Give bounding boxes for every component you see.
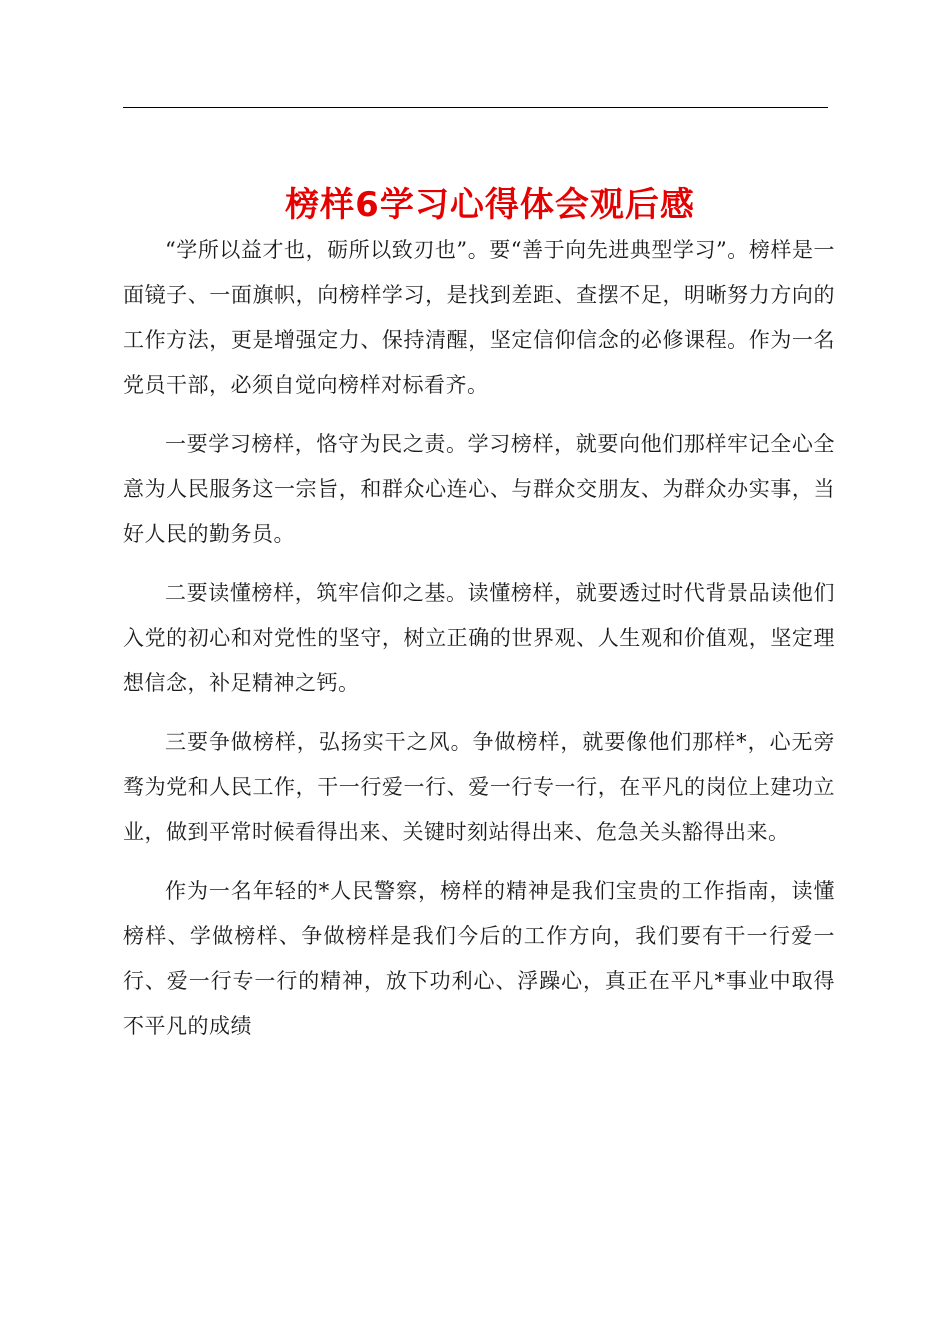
paragraph-strive: 三要争做榜样，弘扬实干之风。争做榜样，就要像他们那样*，心无旁骛为党和人民工作，干一行爱一行、爱一行专一行，在平凡的岗位上建功立业，做到平常时候看得出来、关键时刻站得出来、危急关头豁得出来。 — [123, 730, 835, 844]
paragraph-intro: “学所以益才也，砺所以致刃也”。要“善于向先进典型学习”。榜样是一面镜子、一面旗帜，向榜样学习，是找到差距、查摆不足，明晰努力方向的工作方法，更是增强定力、保持清醒，坚定信仰信念的必修课程。作为一名党员干部，必须自觉向榜样对标看齐。 — [123, 238, 835, 397]
paragraph-learn: 一要学习榜样，恪守为民之责。学习榜样，就要向他们那样牢记全心全意为人民服务这一宗旨，和群众心连心、与群众交朋友、为群众办实事，当好人民的勤务员。 — [123, 432, 835, 546]
paragraph-understand: 二要读懂榜样，筑牢信仰之基。读懂榜样，就要透过时代背景品读他们入党的初心和对党性的坚守，树立正确的世界观、人生观和价值观，坚定理想信念，补足精神之钙。 — [123, 581, 835, 695]
paragraph-conclusion: 作为一名年轻的*人民警察，榜样的精神是我们宝贵的工作指南，读懂榜样、学做榜样、争做榜样是我们今后的工作方向，我们要有干一行爱一行、爱一行专一行的精神，放下功利心、浮躁心，真正在平凡*事业中取得不平凡的成绩 — [123, 879, 835, 1038]
header-rule — [123, 107, 828, 108]
document-body — [123, 228, 835, 1063]
document-title: 榜样6学习心得体会观后感 — [285, 185, 695, 225]
